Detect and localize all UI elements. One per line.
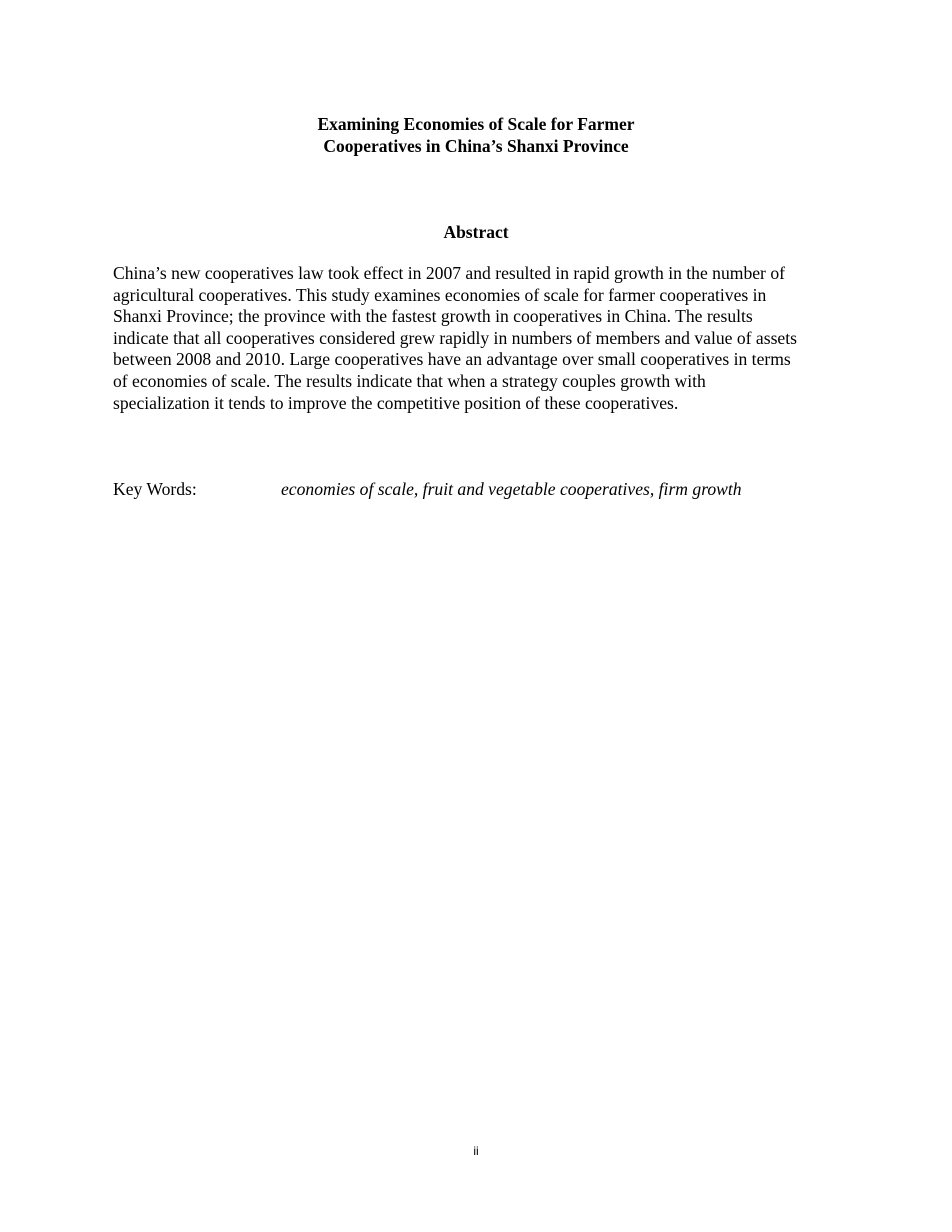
abstract-line: agricultural cooperatives. This study examines economies of scale for farmer cooperatives in	[113, 284, 767, 305]
keywords-label: Key Words:	[113, 479, 197, 499]
abstract-line: indicate that all cooperatives considered grew rapidly in numbers of members and value of assets	[113, 327, 797, 348]
abstract-line: China’s new cooperatives law took effect in 2007 and resulted in rapid growth in the number of	[113, 263, 785, 283]
abstract-body	[113, 263, 853, 414]
paper-title-line-2: Cooperatives in China’s Shanxi Province	[323, 136, 629, 156]
paper-title-line-1: Examining Economies of Scale for Farmer	[317, 114, 635, 134]
page-number: ii	[473, 1144, 479, 1158]
abstract-heading: Abstract	[443, 222, 509, 242]
abstract-line: Shanxi Province; the province with the fastest growth in cooperatives in China. The results	[113, 306, 753, 327]
abstract-line: specialization it tends to improve the competitive position of these cooperatives.	[113, 392, 679, 413]
paper-title	[0, 113, 952, 157]
abstract-line: of economies of scale. The results indicate that when a strategy couples growth with	[113, 370, 706, 391]
keywords-value: economies of scale, fruit and vegetable cooperatives, firm growth	[281, 479, 742, 499]
abstract-line: between 2008 and 2010. Large cooperatives have an advantage over small cooperatives in terms	[113, 349, 791, 370]
